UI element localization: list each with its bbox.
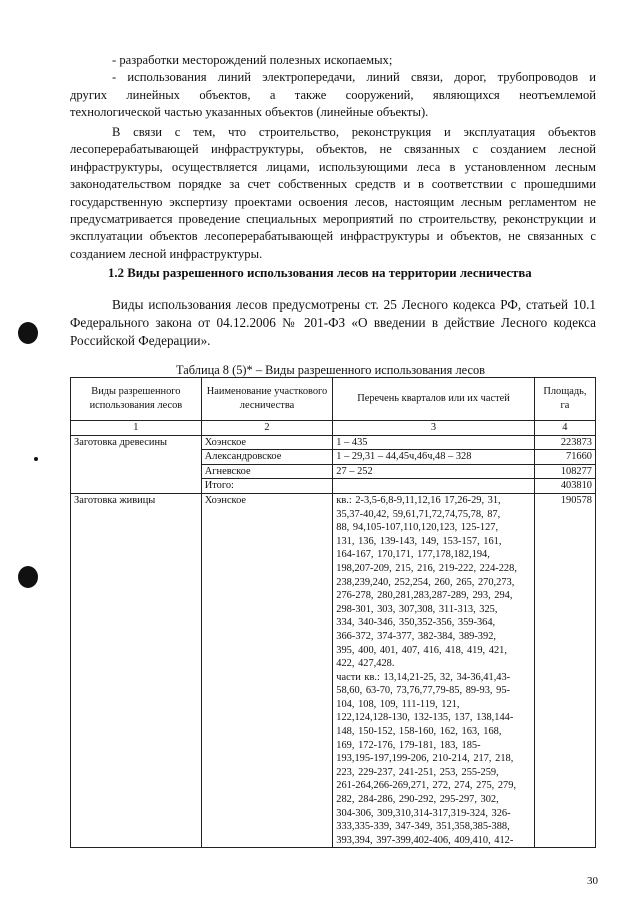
paragraph-types <box>70 296 596 350</box>
resin-quarters-line: 164-167, 170,171, 177,178,182,194, <box>336 549 490 561</box>
header-use-type: Виды разрешенного использования лесов <box>71 378 202 421</box>
resin-quarters-line: 122,124,128-130, 132-135, 137, 138,144- <box>336 712 514 724</box>
colnum-1: 1 <box>71 421 202 436</box>
header-quarters: Перечень кварталов или их частей <box>333 378 535 421</box>
resin-quarters-line: 58,60, 63-70, 73,76,77,79-85, 89-93, 95- <box>336 685 510 697</box>
table-colnum-row <box>71 421 596 436</box>
resin-quarters-line: 334, 340-346, 350,352-356, 359-364, <box>336 617 496 629</box>
resin-quarters-line: 238,239,240, 252,254, 260, 265, 270,273, <box>336 576 515 588</box>
colnum-4: 4 <box>534 421 595 436</box>
margin-speck <box>34 457 38 461</box>
timber-forestry-3: Агневское <box>201 464 333 479</box>
paragraph-types-text: Виды использования лесов предусмотрены ст. 25 Лесного кодекса РФ, статьей 10.1 Федерального закона от 04.12.2006 № 201-ФЗ «О введении в действие Лесного кодекса Российской Федерации». <box>70 297 596 348</box>
header-area: Площадь, га <box>534 378 595 421</box>
resin-use-type: Заготовка живицы <box>71 493 202 847</box>
timber-quarters-1: 1 – 435 <box>333 435 535 450</box>
timber-total-empty <box>333 479 535 494</box>
resin-quarters-line: 198,207-209, 215, 216, 219-222, 224-228, <box>336 562 517 574</box>
table-header-row <box>71 378 596 421</box>
resin-quarters-line: 298-301, 303, 307,308, 311-313, 325, <box>336 603 498 615</box>
timber-area-1: 223873 <box>534 435 595 450</box>
paragraph-infrastructure-text: В связи с тем, что строительство, реконструкция и эксплуатация объектов лесоперерабатывающей инфраструктуры, объектов, не связанных с созданием лесной инфраструктуры, осуществляется лицами, использующими леса в установленном лесным законодательством порядке за счет собственных средств и в соответствии с прошедшими государственную экспертизу проектами освоения лесов, настоящим лесным регламентом не предусматривается проведение специальных мероприятий по строительству, реконструкции и эксплуатации объектов лесоперерабатывающей инфраструктуры и объектов, не связанных с созданием лесной инфраструктуры. <box>70 125 596 261</box>
punch-hole-top <box>18 322 38 344</box>
timber-total-value: 403810 <box>534 479 595 494</box>
resin-area: 190578 <box>534 493 595 847</box>
table-caption: Таблица 8 (5)* – Виды разрешенного использования лесов <box>176 363 486 377</box>
resin-quarters-line: 422, 427,428. <box>336 658 395 670</box>
resin-forestry: Хоэнское <box>201 493 333 847</box>
resin-quarters-line: 366-372, 374-377, 382-384, 389-392, <box>336 630 496 642</box>
resin-quarters <box>333 493 535 847</box>
resin-quarters-line: 223, 229-237, 241-251, 253, 255-259, <box>336 766 499 778</box>
punch-hole-bottom <box>18 566 38 588</box>
resin-quarters-line: 333,335-339, 347-349, 351,358,385-388, <box>336 821 510 833</box>
page-number: 30 <box>587 875 598 887</box>
colnum-3: 3 <box>333 421 535 436</box>
timber-quarters-2: 1 – 29,31 – 44,45ч,46ч,48 – 328 <box>333 450 535 465</box>
intro-line-1: - разработки месторождений полезных ископаемых; <box>112 53 393 67</box>
resin-quarters-line: 35,37-40,42, 59,61,71,72,74,75,78, 87, <box>336 508 501 520</box>
table-row <box>71 493 596 847</box>
table-row <box>71 435 596 450</box>
resin-quarters-line: 169, 172-176, 179-181, 183, 185- <box>336 739 481 751</box>
resin-quarters-line: 393,394, 397-399,402-406, 409,410, 412- <box>336 834 514 846</box>
resin-quarters-line: кв.: 2-3,5-6,8-9,11,12,16 17,26-29, 31, <box>336 494 501 506</box>
timber-quarters-3: 27 – 252 <box>333 464 535 479</box>
resin-quarters-line: 282, 284-286, 290-292, 295-297, 302, <box>336 794 499 806</box>
resin-quarters-line: части кв.: 13,14,21-25, 32, 34-36,41,43- <box>336 671 511 683</box>
intro-line-2: - использования линий электропередачи, линий связи, дорог, трубопроводов и <box>112 70 596 85</box>
section-heading: 1.2 Виды разрешенного использования лесов на территории лесничества <box>108 266 532 280</box>
resin-quarters-line: 104, 108, 109, 111-119, 121, <box>336 698 460 710</box>
resin-quarters-line: 193,195-197,199-206, 210-214, 217, 218, <box>336 753 514 765</box>
resin-quarters-line: 276-278, 280,281,283,287-289, 293, 294, <box>336 590 513 602</box>
timber-use-type: Заготовка древесины <box>71 435 202 493</box>
resin-quarters-line: 304-306, 309,310,314-317,319-324, 326- <box>336 807 511 819</box>
timber-forestry-2: Александровское <box>201 450 333 465</box>
resin-quarters-line: 261-264,266-269,271, 272, 274, 275, 279, <box>336 780 517 792</box>
intro-line-3: других линейных объектов, а также сооружений, являющихся неотъемлемой <box>70 87 596 102</box>
resin-quarters-line: 131, 136, 139-143, 149, 153-157, 161, <box>336 535 502 547</box>
timber-area-3: 108277 <box>534 464 595 479</box>
resin-quarters-line: 88, 94,105-107,110,120,123, 125-127, <box>336 522 499 534</box>
land-use-table <box>70 377 596 848</box>
header-forestry: Наименование участкового лесничества <box>201 378 333 421</box>
intro-line-4: технологической частью указанных объектов (линейные объекты). <box>70 105 429 120</box>
timber-area-2: 71660 <box>534 450 595 465</box>
colnum-2: 2 <box>201 421 333 436</box>
resin-quarters-line: 148, 150-152, 158-160, 162, 163, 168, <box>336 726 502 738</box>
paragraph-infrastructure <box>70 124 596 263</box>
timber-forestry-1: Хоэнское <box>201 435 333 450</box>
timber-total-label: Итого: <box>201 479 333 494</box>
intro-list <box>70 52 596 122</box>
resin-quarters-line: 395, 400, 401, 407, 416, 418, 419, 421, <box>336 644 507 656</box>
